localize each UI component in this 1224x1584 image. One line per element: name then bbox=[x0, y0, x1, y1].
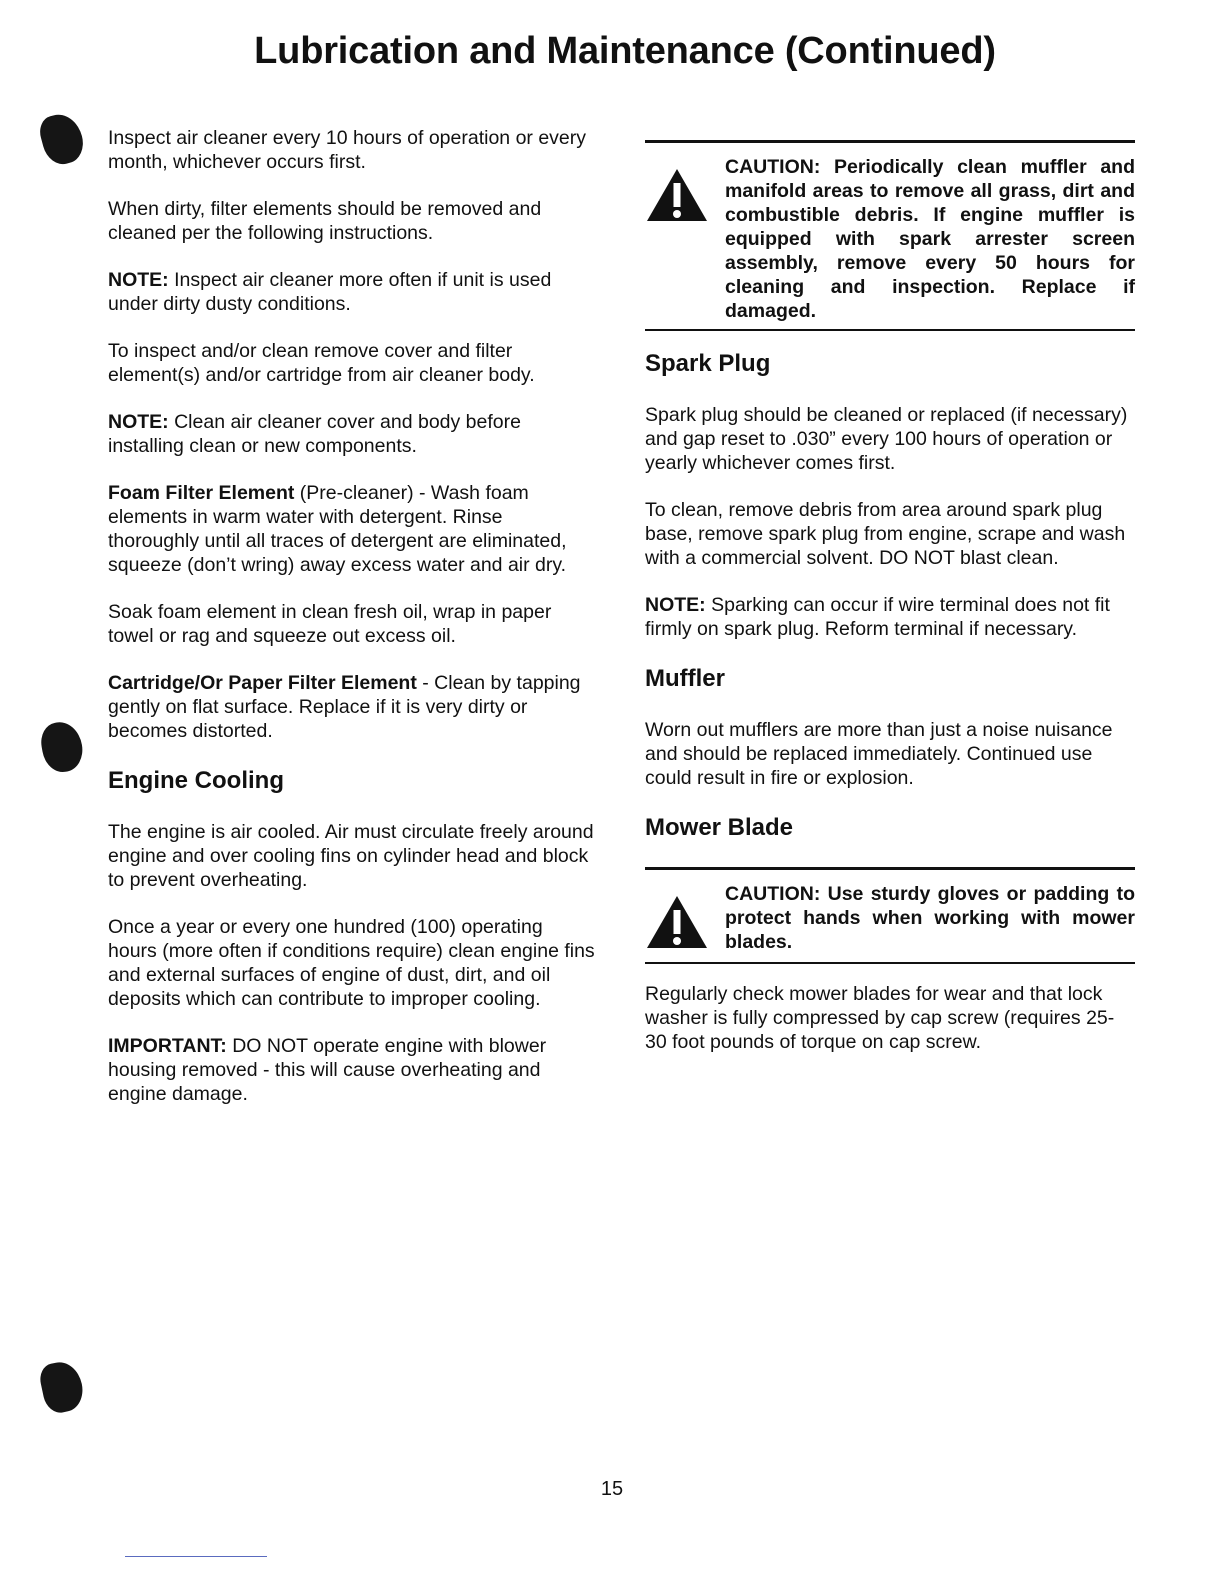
paragraph: Inspect air cleaner every 10 hours of operation or every month, whichever occurs first. bbox=[108, 127, 587, 173]
important-text: DO NOT operate engine with blower housing removed - this will cause overheating and engine damage. bbox=[108, 1035, 547, 1105]
engine-cooling-heading: Engine Cooling bbox=[108, 767, 284, 794]
note-text: Inspect air cleaner more often if unit is used under dirty dusty conditions. bbox=[108, 269, 552, 315]
important-label: IMPORTANT: bbox=[108, 1035, 227, 1057]
binder-hole-mark bbox=[36, 110, 88, 169]
cartridge-paragraph bbox=[108, 671, 596, 743]
binder-hole-mark bbox=[37, 1358, 87, 1415]
foam-filter-text: (Pre-cleaner) - Wash foam elements in warm water with detergent. Rinse thoroughly until all traces of detergent are eliminated, squeeze (don’t wring) away excess water and air dry. bbox=[108, 482, 567, 576]
cartridge-text: - Clean by tapping gently on flat surface. Replace if it is very dirty or becomes distorted. bbox=[108, 672, 581, 742]
important-paragraph bbox=[108, 1034, 596, 1106]
note-text: Sparking can occur if wire terminal does not fit firmly on spark plug. Reform terminal if necessary. bbox=[645, 594, 1110, 640]
warning-triangle-icon bbox=[645, 882, 725, 956]
note-label: NOTE: bbox=[108, 411, 169, 433]
paragraph: Worn out mufflers are more than just a noise nuisance and should be replaced immediately. Continued use could result in fire or explosion. bbox=[645, 719, 1113, 789]
caution-text: CAUTION: Use sturdy gloves or padding to protect hands when working with mower blades. bbox=[725, 883, 1135, 953]
note-text: Clean air cleaner cover and body before installing clean or new components. bbox=[108, 411, 521, 457]
note-paragraph bbox=[108, 410, 596, 458]
note-label: NOTE: bbox=[645, 594, 706, 616]
foam-filter-label: Foam Filter Element bbox=[108, 482, 295, 504]
paragraph: The engine is air cooled. Air must circulate freely around engine and over cooling fins on cylinder head and block to prevent overheating. bbox=[108, 821, 594, 891]
paragraph: To inspect and/or clean remove cover and filter element(s) and/or cartridge from air cleaner body. bbox=[108, 340, 535, 386]
left-column bbox=[108, 126, 596, 1129]
paragraph: When dirty, filter elements should be removed and cleaned per the following instructions. bbox=[108, 198, 542, 244]
caution-box-muffler bbox=[645, 140, 1135, 331]
spark-plug-heading: Spark Plug bbox=[645, 350, 771, 377]
foam-filter-paragraph bbox=[108, 481, 596, 577]
warning-triangle-icon bbox=[645, 155, 725, 229]
paragraph: Once a year or every one hundred (100) operating hours (more often if conditions require) clean engine fins and external surfaces of engine of dust, dirt, and oil deposits which can contribute to improper cooling. bbox=[108, 916, 595, 1010]
paragraph: To clean, remove debris from area around spark plug base, remove spark plug from engine, scrape and wash with a commercial solvent. DO NOT blast clean. bbox=[645, 499, 1126, 569]
paragraph: Regularly check mower blades for wear and that lock washer is fully compressed by cap screw (requires 25-30 foot pounds of torque on cap screw. bbox=[645, 983, 1115, 1053]
page-number: 15 bbox=[600, 1478, 624, 1500]
page-title: Lubrication and Maintenance (Continued) bbox=[254, 30, 996, 72]
note-label: NOTE: bbox=[108, 269, 169, 291]
caution-box-mower-blade bbox=[645, 867, 1135, 964]
cartridge-label: Cartridge/Or Paper Filter Element bbox=[108, 672, 417, 694]
mower-blade-heading: Mower Blade bbox=[645, 814, 794, 841]
binder-hole-mark bbox=[38, 719, 86, 775]
paragraph: Soak foam element in clean fresh oil, wrap in paper towel or rag and squeeze out excess oil. bbox=[108, 601, 552, 647]
note-paragraph bbox=[108, 268, 596, 316]
paragraph: Spark plug should be cleaned or replaced (if necessary) and gap reset to .030” every 100 hours of operation or yearly whichever comes first. bbox=[645, 404, 1128, 474]
right-column bbox=[645, 140, 1135, 1077]
divider bbox=[125, 1556, 267, 1557]
caution-text: CAUTION: Periodically clean muffler and manifold areas to remove all grass, dirt and combustible debris. If engine muffler is equipped with spark arrester screen assembly, remove every 50 hours for cleaning and inspection. Replace if damaged. bbox=[725, 156, 1135, 322]
note-paragraph bbox=[645, 593, 1135, 641]
muffler-heading: Muffler bbox=[645, 665, 725, 692]
